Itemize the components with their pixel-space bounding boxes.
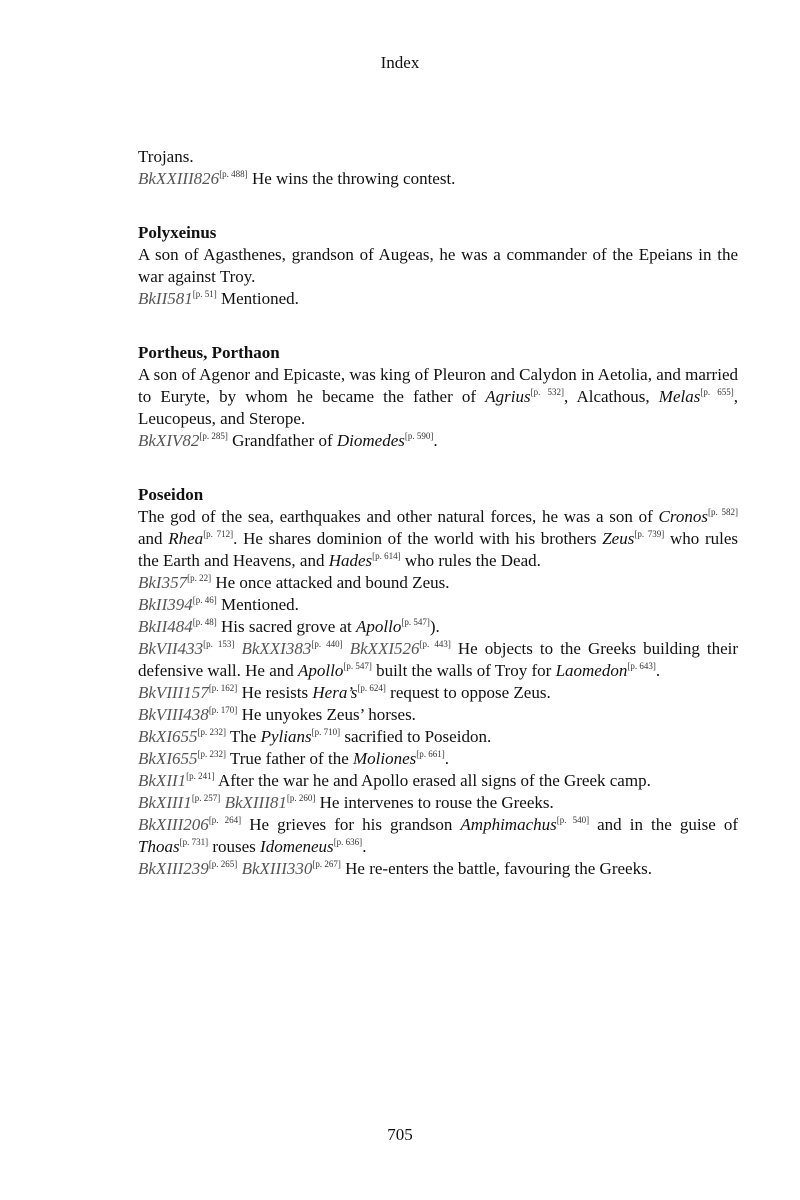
page-reference[interactable]: [p. 46] [192, 595, 217, 605]
page-reference[interactable]: [p. 661] [416, 749, 445, 759]
book-reference[interactable]: BkXIII330 [241, 859, 313, 878]
book-reference[interactable]: BkXIII206 [138, 815, 209, 834]
cross-reference[interactable]: Apollo [356, 617, 402, 636]
cross-reference[interactable]: Moliones [353, 749, 417, 768]
page-reference[interactable]: [p. 488] [219, 169, 248, 179]
book-reference[interactable]: BkXII1 [138, 771, 187, 790]
index-entry: BkII394[p. 46] Mentioned. [138, 595, 299, 614]
page-reference[interactable]: [p. 260] [286, 793, 316, 803]
cross-reference[interactable]: Laomedon [555, 661, 628, 680]
page-reference[interactable]: [p. 710] [311, 727, 341, 737]
page-reference[interactable]: [p. 232] [197, 749, 226, 759]
index-entry: BkXIII206[p. 264] He grieves for his grandson Amphimachus[p. 540] and in the guise of Thoas[p. 731] rouses Idomeneus[p. 636]. [138, 815, 738, 856]
page-reference[interactable]: [p. 265] [208, 859, 238, 869]
book-reference[interactable]: BkVIII438 [138, 705, 209, 724]
page-reference[interactable]: [p. 712] [203, 529, 234, 539]
page-reference[interactable]: [p. 440] [311, 639, 343, 649]
page-reference[interactable]: [p. 241] [186, 771, 215, 781]
cross-reference[interactable]: Hades [328, 551, 373, 570]
cross-reference[interactable]: Hera’s [312, 683, 358, 702]
book-reference[interactable]: BkXXI383 [241, 639, 312, 658]
page-number: 705 [387, 1125, 413, 1144]
page-reference[interactable]: [p. 540] [556, 815, 590, 825]
index-entry: BkXIII239[p. 265] BkXIII330[p. 267] He re-enters the battle, favouring the Greeks. [138, 859, 652, 878]
book-reference[interactable]: BkI357 [138, 573, 188, 592]
entry-description: A son of Agasthenes, grandson of Augeas, he was a commander of the Epeians in the war against Troy. [138, 245, 738, 286]
page-reference[interactable]: [p. 739] [634, 529, 665, 539]
cross-reference[interactable]: Rhea [168, 529, 204, 548]
cross-reference[interactable]: Apollo [298, 661, 344, 680]
page-reference[interactable]: [p. 614] [372, 551, 401, 561]
entry-heading-polyxeinus: Polyxeinus [138, 223, 217, 242]
page-reference[interactable]: [p. 443] [419, 639, 451, 649]
book-reference[interactable]: BkXXI526 [349, 639, 420, 658]
page-reference[interactable]: [p. 590] [404, 431, 434, 441]
cross-reference[interactable]: Diomedes [336, 431, 405, 450]
page-reference[interactable]: [p. 624] [357, 683, 386, 693]
entry-description: The god of the sea, earthquakes and other natural forces, he was a son of Cronos[p. 582] and Rhea[p. 712]. He shares dominion of the world with his brothers Zeus[p. 739] who rules the Earth and Heavens, and Hades[p. 614] who rules the Dead. [138, 507, 739, 570]
index-entry: BkXI655[p. 232] The Pylians[p. 710] sacrified to Poseidon. [138, 727, 492, 746]
entry-heading-portheus: Portheus, Porthaon [138, 343, 280, 362]
page-reference[interactable]: [p. 232] [197, 727, 226, 737]
cross-reference[interactable]: Cronos [658, 507, 708, 526]
page-reference[interactable]: [p. 153] [203, 639, 235, 649]
page-reference[interactable]: [p. 264] [208, 815, 242, 825]
continued-text: Trojans. [138, 147, 194, 166]
page-reference[interactable]: [p. 22] [187, 573, 212, 583]
book-reference[interactable]: BkXIV82 [138, 431, 200, 450]
page-reference[interactable]: [p. 582] [708, 507, 738, 517]
page-reference[interactable]: [p. 636] [333, 837, 363, 847]
page-reference[interactable]: [p. 655] [700, 387, 734, 397]
book-reference[interactable]: BkII484 [138, 617, 193, 636]
cross-reference[interactable]: Idomeneus [260, 837, 334, 856]
book-reference[interactable]: BkVIII157 [138, 683, 209, 702]
book-reference[interactable]: BkVII433 [138, 639, 204, 658]
index-entry: BkXIV82[p. 285] Grandfather of Diomedes[p. 590]. [138, 431, 438, 450]
page-reference[interactable]: [p. 532] [530, 387, 564, 397]
page-reference[interactable]: [p. 162] [208, 683, 238, 693]
cross-reference[interactable]: Zeus [602, 529, 635, 548]
page-reference[interactable]: [p. 547] [343, 661, 372, 671]
book-reference[interactable]: BkXXIII826 [138, 169, 220, 188]
book-reference[interactable]: BkXIII81 [224, 793, 287, 812]
cross-reference[interactable]: Amphimachus [460, 815, 557, 834]
entry-description: A son of Agenor and Epicaste, was king of Pleuron and Calydon in Aetolia, and married to Euryte, by whom he became the father of Agrius[p. 532], Alcathous, Melas[p. 655], Leucopeus, and Sterope. [138, 365, 738, 428]
index-entry: BkXII1[p. 241] After the war he and Apollo erased all signs of the Greek camp. [138, 771, 651, 790]
index-entry: BkXIII1[p. 257] BkXIII81[p. 260] He intervenes to rouse the Greeks. [138, 793, 554, 812]
page-reference[interactable]: [p. 257] [191, 793, 221, 803]
page-reference[interactable]: [p. 170] [208, 705, 238, 715]
index-entry: BkVII433[p. 153] BkXXI383[p. 440] BkXXI526[p. 443] He objects to the Greeks building their defensive wall. He and Apollo[p. 547] built the walls of Troy for Laomedon[p. 643]. [138, 639, 739, 680]
cross-reference[interactable]: Agrius [485, 387, 531, 406]
page-reference[interactable]: [p. 547] [401, 617, 430, 627]
index-entry: BkII581[p. 51] Mentioned. [138, 289, 299, 308]
index-entry: BkII484[p. 48] His sacred grove at Apollo[p. 547]). [138, 617, 440, 636]
book-reference[interactable]: BkII581 [138, 289, 193, 308]
cross-reference[interactable]: Pylians [260, 727, 312, 746]
index-entry: BkVIII438[p. 170] He unyokes Zeus’ horses. [138, 705, 416, 724]
index-content [138, 146, 738, 880]
index-entry: BkVIII157[p. 162] He resists Hera’s[p. 624] request to oppose Zeus. [138, 683, 551, 702]
running-header: Index [380, 53, 420, 72]
book-reference[interactable]: BkII394 [138, 595, 193, 614]
page-reference[interactable]: [p. 643] [627, 661, 656, 671]
book-reference[interactable]: BkXI655 [138, 749, 198, 768]
index-entry: BkXI655[p. 232] True father of the Moliones[p. 661]. [138, 749, 450, 768]
page-reference[interactable]: [p. 51] [192, 289, 217, 299]
page-reference[interactable]: [p. 731] [179, 837, 209, 847]
index-entry: BkXXIII826[p. 488] He wins the throwing contest. [138, 169, 456, 188]
book-reference[interactable]: BkXIII239 [138, 859, 209, 878]
page-reference[interactable]: [p. 267] [312, 859, 341, 869]
entry-heading-poseidon: Poseidon [138, 485, 204, 504]
book-reference[interactable]: BkXI655 [138, 727, 198, 746]
index-entry: BkI357[p. 22] He once attacked and bound Zeus. [138, 573, 450, 592]
cross-reference[interactable]: Melas [658, 387, 701, 406]
page-reference[interactable]: [p. 285] [199, 431, 228, 441]
cross-reference[interactable]: Thoas [138, 837, 180, 856]
page-reference[interactable]: [p. 48] [192, 617, 217, 627]
book-reference[interactable]: BkXIII1 [138, 793, 192, 812]
